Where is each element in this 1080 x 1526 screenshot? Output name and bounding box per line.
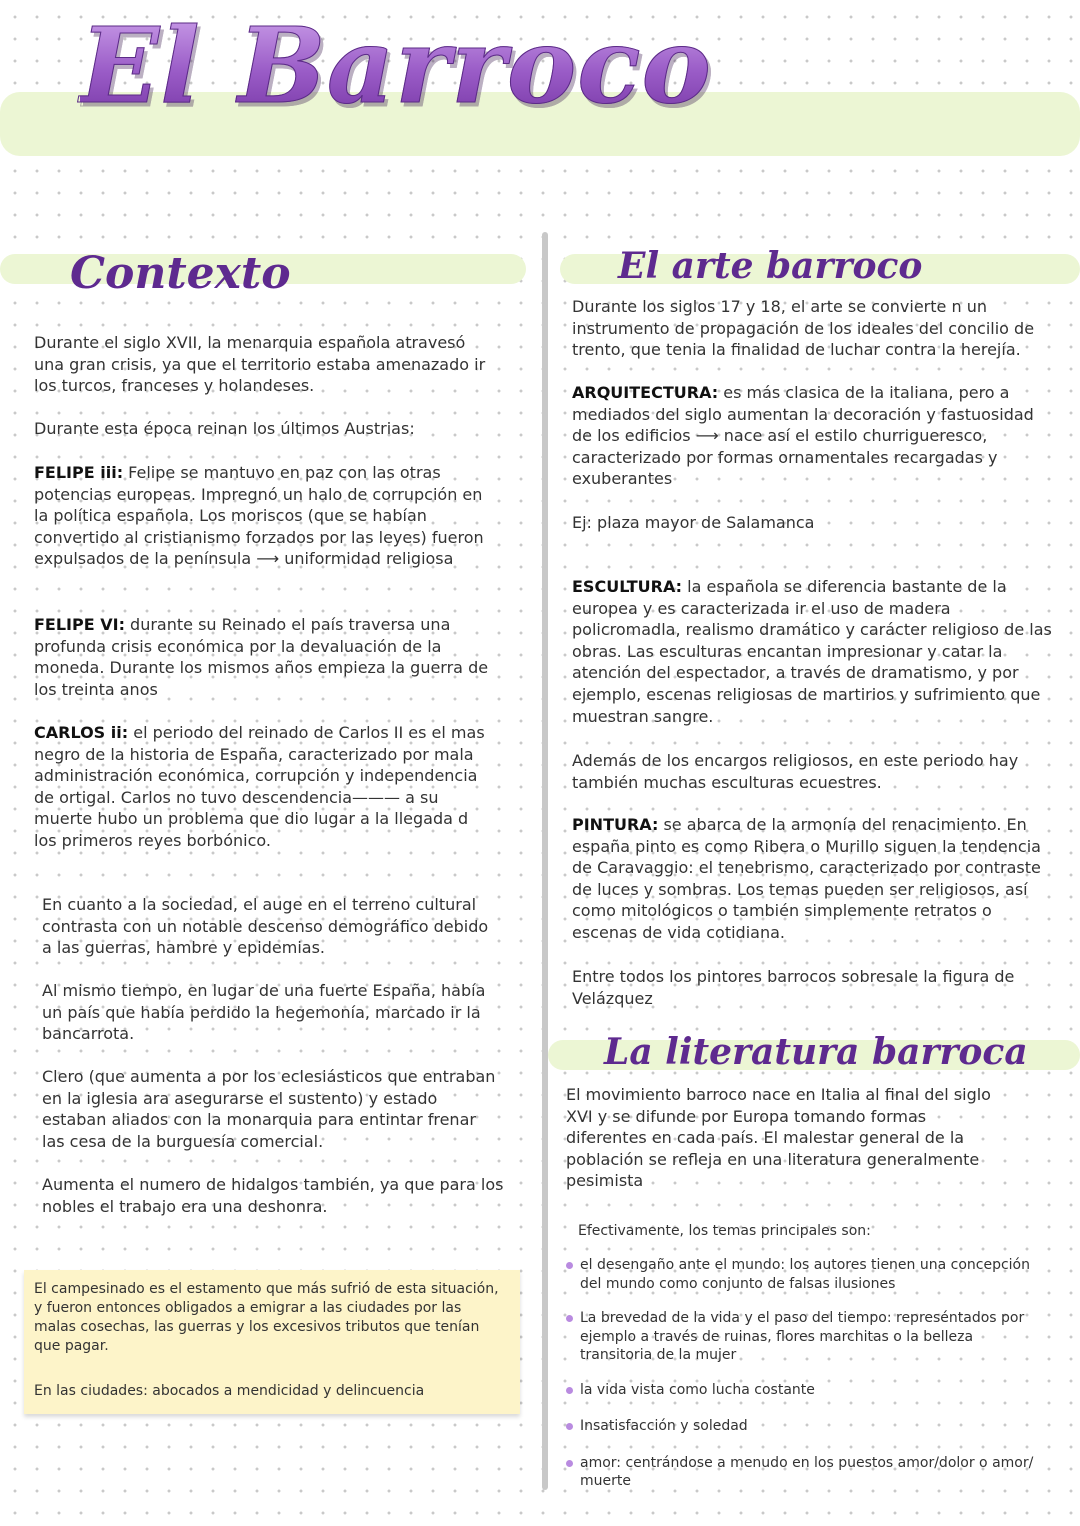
heading-literatura-barroca: La literatura barroca [604,1031,1028,1073]
arquitectura-paragraph [572,382,1048,490]
tema-desengano [566,1256,1046,1293]
bullet-dot-icon [566,1387,573,1394]
felipe-iii-label: FELIPE iii: [34,463,124,482]
contexto-p1: Durante el siglo XVII, la menarquia española atravesó una gran crisis, ya que el territorio estaba amenazado ir los turcos, franceses y holandeses. [34,333,486,396]
bullet-dot-icon [566,1262,573,1269]
felipe-vi-label: FELIPE VI: [34,615,125,634]
pintura-paragraph [572,814,1054,944]
note-text-1: El campesinado es el estamento que más sufrió de esta situación, y fueron entonces obligados a emigrar a las ciudades por las malas cosechas, las guerras y los excesivos tributos que tenían que pagar. [34,1281,499,1354]
sociedad-p2: Al mismo tiempo, en lugar de una fuerte España, había un país que había perdido la hegemonía, marcado ir la bancarrota. [42,981,486,1044]
arquitectura-text: es más clasica de la italiana, pero a mediados del siglo aumentan la decoración y fastuosidad de los edificios ⟶ nace así el estilo churrigueresco, caracterizado por formas ornamentales recargadas y exuberantes [572,383,1034,489]
felipe-iii-paragraph [34,462,490,570]
tema-text: la vida vista como lucha costante [580,1381,815,1398]
contexto-p2: Durante esta época reinan los últimos Austrias: [34,419,415,438]
literatura-p1: El movimiento barroco nace en Italia al final del siglo XVI y se difunde por Europa tomando formas diferentes en cada país. El malestar general de la población se refleja en una literatura generalmente pesimista [566,1085,991,1191]
felipe-iii-text: Felipe se mantuvo en paz con las otras potencias europeas. Impregnó un halo de corrupción en la política española. Los moriscos (que se habían convertido al cristianismo forzados por las leyes) fueron expulsados de la península ⟶ uniformidad religiosa [34,463,484,569]
column-divider [542,232,548,1490]
pintura-label: PINTURA: [572,815,659,834]
temas-list [566,1256,1046,1491]
bullet-dot-icon [566,1423,573,1430]
tema-lucha [566,1381,1046,1400]
tema-insatisfaccion [566,1417,1046,1436]
felipe-vi-text: durante su Reinado el país traversa una profunda crisis económica por la devaluación de la moneda. Durante los mismos años empieza la guerra de los treinta anos [34,615,489,699]
note-text-2: En las ciudades: abocados a mendicidad y delincuencia [34,1383,425,1399]
felipe-vi-paragraph [34,614,494,700]
velazquez-paragraph: Entre todos los pintores barrocos sobresale la figura de Velázquez [572,967,1015,1008]
carlos-ii-paragraph [34,722,490,852]
sociedad-p4: Aumenta el numero de hidalgos también, ya que para los nobles el trabajo era una deshonra. [42,1175,504,1216]
arte-p1: Durante los siglos 17 y 18, el arte se convierte n un instrumento de propagación de los ideales del concilio de trento, que tenia la finalidad de luchar contra la herejía. [572,297,1035,360]
sociedad-p3: Clero (que aumenta a por los eclesiásticos que entraban en la iglesia ara asegurarse el sustento) y estado estaban aliados con la monarquia para entintar frenar las cesa de la burguesía comercial. [42,1067,496,1151]
tema-text: Insatisfacción y soledad [580,1418,748,1434]
tema-amor [566,1454,1046,1491]
arquitectura-label: ARQUITECTURA: [572,383,719,402]
tema-text: amor: centrándose a menudo en los puestos amor/dolor o amor/ muerte [580,1454,1034,1489]
escultura-paragraph [572,576,1056,727]
tema-text: el desengaño ante el mundo: los autores tienen una concepción del mundo como conjunto de falsas ilusiones [580,1257,1030,1292]
tema-brevedad [566,1309,1046,1365]
tema-text: La brevedad de la vida y el paso del tiempo: represéntados por ejemplo a través de ruinas, flores marchitas o la belleza transitoria de la mujer [580,1310,1025,1363]
page-title: El Barroco [80,4,712,127]
bullet-dot-icon [566,1460,573,1467]
bullet-dot-icon [566,1315,573,1322]
literatura-temas-intro: Efectivamente, los temas principales son: [578,1223,871,1239]
escultura-text: la española se diferencia bastante de la europea y es caracterizada ir el uso de madera policromadla, realismo dramático y carácter religioso de las obras. Las esculturas encantan impresionar y catar la atención del espectador, a través de dramatismo, y por ejemplo, escenas religiosas de martirios y sufrimiento que muestran sangre. [572,577,1052,726]
ejemplo-salamanca: Ej: plaza mayor de Salamanca [572,513,815,532]
carlos-ii-label: CARLOS ii: [34,723,129,742]
ecuestres-paragraph: Además de los encargos religiosos, en este periodo hay también muchas esculturas ecuestres. [572,751,1019,792]
pintura-text: se abarca de la armonía del renacimiento. En españa pinto es como Ribera o Murillo siguen la tendencia de Caravaggio: el tenebrismo, caracterizado por contraste de luces y sombras. Los temas pueden ser religiosos, así como mitológicos o también simplemente retratos o escenas de vida cotidiana. [572,815,1041,942]
carlos-ii-text: el periodo del reinado de Carlos II es el mas negro de la historia de España, caracterizado por mala administración económica, corrupción y independencia de ortigal. Carlos no tuvo descendencia——— a su muerte hubo un problema que dio lugar a la llegada d los primeros reyes borbónico. [34,723,485,850]
heading-contexto: Contexto [70,248,291,299]
escultura-label: ESCULTURA: [572,577,683,596]
heading-arte-barroco: El arte barroco [618,245,923,287]
sociedad-p1: En cuanto a la sociedad, el auge en el terreno cultural contrasta con un notable descenso demográfico debido a las guerras, hambre y epidemias. [42,895,489,958]
